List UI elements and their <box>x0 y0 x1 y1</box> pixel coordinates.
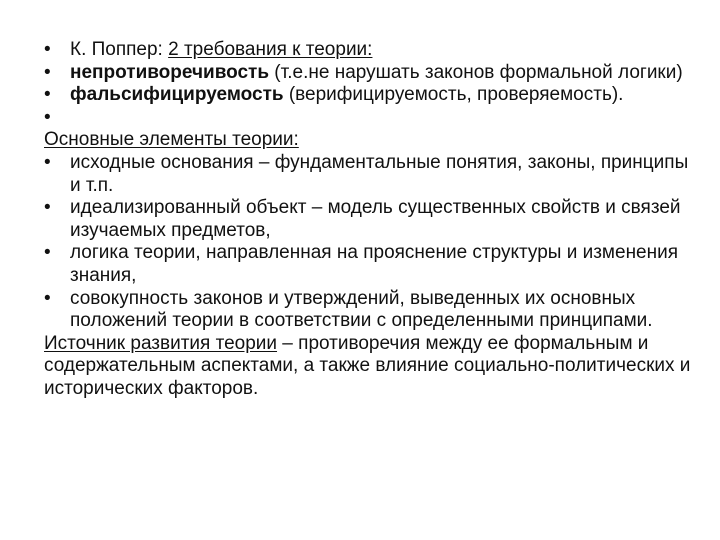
falsifiability-explanation: (верифицируемость, проверяемость). <box>283 84 624 106</box>
element-text: совокупность законов и утверждений, выведенных их основных положений теории в соответствии с определенными принципами. <box>70 287 653 332</box>
element-text: идеализированный объект – модель существенных свойств и связей изучаемых предметов, <box>70 197 681 241</box>
falsifiability-term: фальсифицируемость <box>70 84 284 106</box>
element-item <box>44 197 704 242</box>
bullet-empty <box>44 107 704 130</box>
bullet-dot: • <box>44 151 51 173</box>
bullet-falsifiability <box>44 84 704 107</box>
element-item <box>44 288 704 333</box>
bullet-dot: • <box>44 61 51 83</box>
bullet-dot: • <box>44 242 51 264</box>
bullet-dot: • <box>44 287 51 309</box>
bullet-dot: • <box>44 106 51 128</box>
bullet-popper <box>44 39 704 62</box>
slide-content <box>44 39 704 401</box>
bullet-consistency <box>44 62 704 85</box>
element-text: исходные основания – фундаментальные понятия, законы, принципы и т.п. <box>70 151 689 196</box>
consistency-explanation: (т.е.не нарушать законов формальной логики) <box>269 61 683 83</box>
source-heading-underlined: Источник развития теории <box>44 332 278 354</box>
popper-requirements-underlined: 2 требования к теории: <box>168 39 373 60</box>
elements-heading: Основные элементы теории: <box>44 129 299 151</box>
consistency-term: непротиворечивость <box>70 61 270 83</box>
source-paragraph <box>44 333 704 401</box>
element-item <box>44 242 704 287</box>
element-item <box>44 152 704 197</box>
bullet-dot: • <box>44 84 51 106</box>
source-text: – противоречия между ее формальным и содержательным аспектами, а также влияние социально-политических и исторических факторов. <box>44 332 691 399</box>
bullet-dot: • <box>44 39 51 60</box>
bullet-dot: • <box>44 197 51 219</box>
element-text: логика теории, направленная на прояснение структуры и изменения знания, <box>70 242 679 286</box>
popper-prefix: К. Поппер: <box>70 39 169 60</box>
